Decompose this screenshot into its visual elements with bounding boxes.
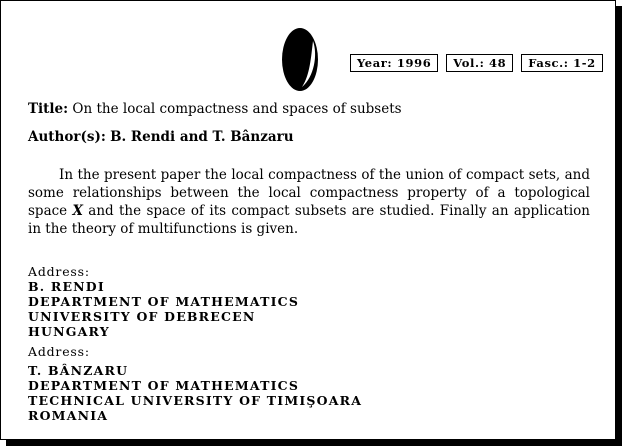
address-line: B. RENDI [28, 279, 105, 294]
authors-label: Author(s): [28, 129, 106, 145]
abstract [28, 166, 590, 238]
page-shadow-right [616, 6, 622, 445]
volume-box: Vol.: 48 [446, 54, 513, 72]
title-label: Title: [28, 101, 69, 117]
address-line: UNIVERSITY OF DEBRECEN [28, 309, 256, 324]
address-line: HUNGARY [28, 324, 110, 339]
address-label: Address: [28, 344, 90, 359]
abstract-variable: X [72, 203, 83, 219]
abstract-text-2: and the space of its compact subsets are studied. Finally an application in the theory of multifunctions is given. [28, 203, 590, 237]
abstract-text-1: In the present paper the local compactness of the union of compact sets, and some relationships between the local compactness property of a topological space [28, 167, 590, 219]
fascicle-box: Fasc.: 1-2 [521, 54, 603, 72]
address-line: T. BÂNZARU [28, 363, 129, 378]
journal-logo-icon [280, 27, 320, 92]
address-line: DEPARTMENT OF MATHEMATICS [28, 378, 300, 393]
address-line: DEPARTMENT OF MATHEMATICS [28, 294, 300, 309]
title-line [28, 101, 402, 117]
authors-line [28, 129, 294, 145]
issue-info [350, 54, 603, 72]
address-label: Address: [28, 264, 90, 279]
address-block-1 [28, 264, 299, 339]
authors-text: B. Rendi and T. Bânzaru [110, 129, 294, 145]
title-text: On the local compactness and spaces of subsets [72, 101, 402, 117]
address-line: ROMANIA [28, 408, 109, 423]
page-shadow-bottom [6, 440, 622, 446]
address-block-2 [28, 344, 362, 423]
address-line: TECHNICAL UNIVERSITY OF TIMIŞOARA [28, 393, 363, 408]
year-box: Year: 1996 [350, 54, 438, 72]
